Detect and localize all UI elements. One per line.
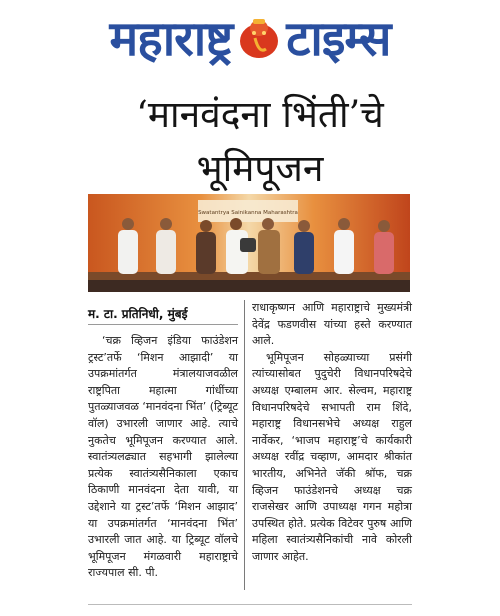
bottom-divider <box>88 604 412 605</box>
headline-line-2: भूमिपूजन <box>196 147 324 190</box>
photo-banner-text: Swatantrya Sainikanna Maharashtra <box>198 210 298 216</box>
masthead <box>0 0 500 78</box>
right-paragraph-1: राधाकृष्णन आणि महाराष्ट्राचे मुख्यमंत्री देवेंद्र फडणवीस यांच्या हस्ते करण्यात आले. <box>252 301 412 348</box>
byline: म. टा. प्रतिनिधी, मुंबई <box>88 307 188 321</box>
column-divider <box>244 300 245 590</box>
article-right-column <box>252 300 412 566</box>
right-paragraph-2: भूमिपूजन सोहळ्याच्या प्रसंगी त्यांच्यासोबत पुदुचेरी विधानपरिषदेचे अध्यक्ष एम्बालम आर. सेल्वम, महाराष्ट्र विधानपरिषदेचे सभापती राम शिंदे, महाराष्ट्र विधानसभेचे अध्यक्ष राहुल नार्वेकर, ‘भाजप महाराष्ट्र’चे कार्यकारी अध्यक्ष रवींद्र चव्हाण, आमदार श्रीकांत भारतीय, अभिनेते जॅकी श्रॉफ, चक्र व्हिजन फाउंडेशनचे अध्यक्ष चक्र राजसेखर आणि उपाध्यक्ष गगन महोत्रा उपस्थित होते. प्रत्येक विटेवर पुरुष आणि महिला स्वातंत्र्यसैनिकांची नावे कोरली जाणार आहेत. <box>252 350 412 563</box>
masthead-left-text: महाराष्ट्र <box>109 11 233 67</box>
byline-divider <box>88 324 238 325</box>
left-paragraph: ‘चक्र व्हिजन इंडिया फाउंडेशन ट्रस्ट’तर्फे ‘मिशन आझादी’ या उपक्रमांतर्गत मंत्रालयाजवळील राष्ट्रपिता महात्मा गांधींच्या पुतळ्याजवळ ‘मानवंदना भिंत’ (ट्रिब्यूट वॉल) उभारली जाणार आहे. त्याचे नुकतेच भूमिपूजन करण्यात आले. स्वातंत्र्यलढ्यात सहभागी झालेल्या प्रत्येक स्वातंत्र्यसैनिकाला एकाच ठिकाणी मानवंदना देता यावी, या उद्देशाने या ट्रस्ट’तर्फे ‘मिशन आझाद’ या उपक्रमांतर्गत ‘मानवंदना भिंत’ उभारली जात आहे. या ट्रिब्यूट वॉलचे भूमिपूजन मंगळवारी महाराष्ट्राचे राज्यपाल सी. पी. <box>88 334 238 580</box>
headline-line-1: ‘मानवंदना भिंती’चे <box>136 93 384 136</box>
ganesh-logo-icon <box>236 16 282 62</box>
article-left-column <box>88 333 238 582</box>
masthead-right-text: टाइम्स <box>286 11 391 67</box>
photo-event-icon <box>88 194 410 292</box>
event-photo <box>88 194 410 292</box>
